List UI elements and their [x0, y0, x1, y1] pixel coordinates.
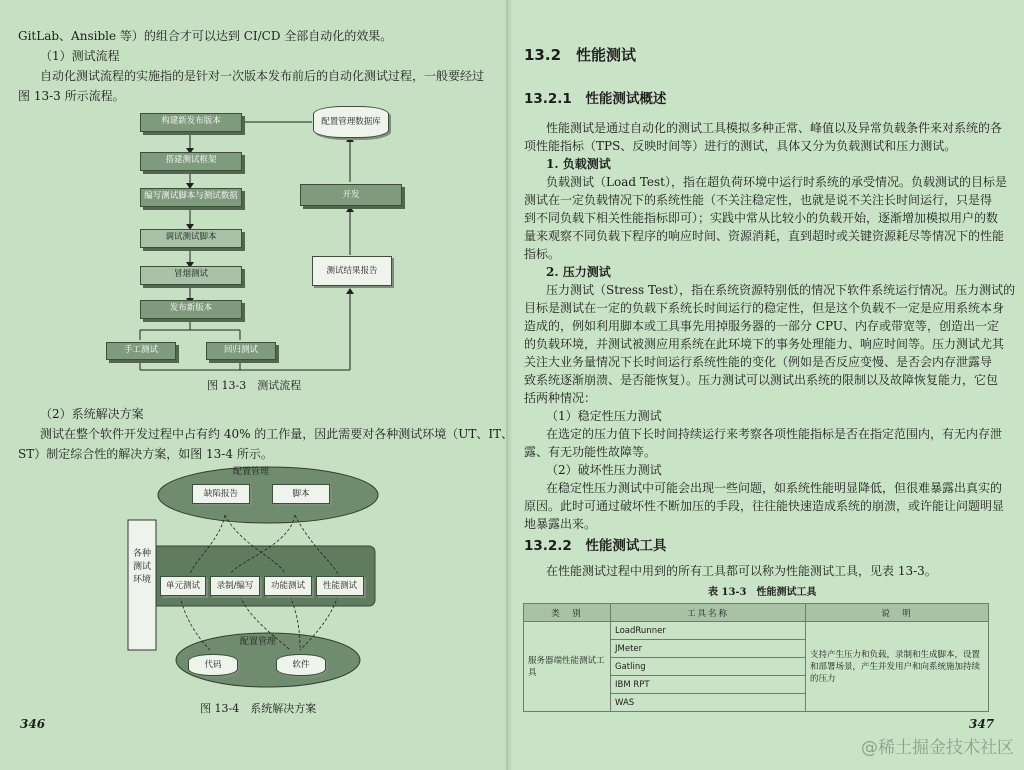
intro-line-2: 项性能指标（TPS、反映时间等）进行的测试，具体又分为负载测试和压力测试。: [524, 139, 957, 153]
section-title: 13.2 性能测试: [524, 46, 637, 64]
stress-line-4: 的负载环境，并测试被测应用系统在此环境下的事务处理能力、响应时间等。压力测试尤其: [524, 337, 1005, 351]
header-description: 说 明: [806, 604, 989, 622]
stable-line-1: 在选定的压力值下长时间持续运行来考察各项性能指标是否在指定范围内，有无内存泄: [546, 427, 1003, 441]
header-tool-name: 工具名称: [611, 604, 806, 622]
fig2-side-label: 各种测试环境: [133, 549, 152, 585]
fig2-unit-test: 单元测试: [160, 576, 206, 596]
table-row: [524, 622, 989, 640]
fig2-record-write: 录制/编写: [210, 576, 260, 596]
performance-tools-table: [523, 603, 989, 712]
doc-test-report: 测试结果报告: [312, 256, 392, 286]
stress-line-6: 致系统逐渐崩溃、是否能恢复）。压力测试可以测试出系统的限制以及故障恢复能力，它包: [524, 373, 999, 387]
box-manual-test: 手工测试: [106, 342, 176, 360]
box-develop: 开发: [300, 184, 402, 206]
stress-line-5: 关注大业务量情况下长时间运行系统性能的变化（例如是否反应变慢、是否会内存泄露导: [524, 355, 993, 369]
table-header-row: [524, 604, 989, 622]
load-line-3: 到不同负载下相关性能指标即可）；实践中常从比较小的负载开始，逐渐增加模拟用户的数: [524, 211, 999, 225]
fig2-bottom-title: 配置管理: [240, 637, 277, 647]
fig2-code-db: 代码: [188, 654, 238, 676]
left-line-4: 图 13-3 所示流程。: [18, 89, 125, 103]
cell-tool-jmeter: JMeter: [611, 640, 806, 658]
stress-line-3: 造成的，例如利用脚本或工具事先用掉服务器的一部分 CPU、内存或带宽等，创造出一定: [524, 319, 999, 333]
left-page-number: 346: [20, 717, 46, 731]
stable-line-2: 露、有无功能性故障等。: [524, 445, 657, 459]
db-config-management: 配置管理数据库: [313, 106, 389, 138]
cell-tool-ibm-rpt: IBM RPT: [611, 676, 806, 694]
fig2-performance-test: 性能测试: [316, 576, 364, 596]
section-2-heading: （2）系统解决方案: [40, 407, 144, 421]
cell-tool-was: WAS: [611, 694, 806, 712]
fig-13-4-caption: 图 13-4 系统解决方案: [200, 702, 317, 715]
box-build-release: 构建新发布版本: [140, 113, 242, 132]
destructive-heading: （2）破坏性压力测试: [546, 463, 662, 477]
destructive-line-2: 原因。此时可通过破坏性不断加压的手段，往往能快速造成系统的崩溃，或许能让问题明显: [524, 499, 1005, 513]
fig2-software-db: 软件: [276, 654, 326, 676]
left-line-3: 自动化测试流程的实施指的是针对一次版本发布前后的自动化测试过程，一般要经过: [40, 69, 485, 83]
destructive-line-3: 地暴露出来。: [524, 517, 597, 531]
stress-line-2: 目标是测试在一定的负载下系统长时间运行的稳定性，但是这个负载不一定是应用系统本身: [524, 301, 1005, 315]
box-smoke-test: 冒烟测试: [140, 266, 242, 285]
box-setup-framework: 搭建测试框架: [140, 152, 242, 171]
right-page-number: 347: [969, 717, 995, 731]
stable-heading: （1）稳定性压力测试: [546, 409, 662, 423]
para-2-line-2: ST）制定综合性的解决方案，如图 13-4 所示。: [18, 447, 273, 461]
stress-line-7: 括两种情况：: [524, 391, 597, 405]
watermark: @稀土掘金技术社区: [861, 738, 1014, 758]
tools-subsection-title: 13.2.2 性能测试工具: [524, 538, 667, 554]
fig2-top-title: 配置管理: [233, 467, 270, 477]
load-line-1: 负载测试（Load Test），指在超负荷环境中运行时系统的承受情况。负载测试的目标是: [546, 175, 1008, 189]
cell-tool-gatling: Gatling: [611, 658, 806, 676]
left-line-2: （1）测试流程: [40, 49, 120, 63]
tools-intro: 在性能测试过程中用到的所有工具都可以称为性能测试工具，见表 13-3。: [546, 564, 937, 578]
load-line-4: 量来观察不同负载下程序的响应时间、资源消耗，直到超时或关键资源耗尽等情况下的性能: [524, 229, 1005, 243]
fig2-defect-report: 缺陷报告: [192, 484, 250, 504]
box-regression-test: 回归测试: [206, 342, 276, 360]
box-release-new: 发布新版本: [140, 300, 242, 319]
box-debug-scripts: 调试测试脚本: [140, 229, 242, 248]
table-caption: 表 13-3 性能测试工具: [708, 587, 817, 598]
stress-test-heading: 2. 压力测试: [546, 265, 611, 279]
cell-tool-loadrunner: LoadRunner: [611, 622, 806, 640]
fig2-scripts: 脚本: [272, 484, 330, 504]
header-category: 类 别: [524, 604, 611, 622]
para-2-line-1: 测试在整个软件开发过程中占有约 40% 的工作量，因此需要对各种测试环境（UT、IT、: [40, 427, 514, 441]
box-write-scripts: 编写测试脚本与测试数据: [140, 188, 242, 207]
stress-line-1: 压力测试（Stress Test），指在系统资源特别低的情况下软件系统运行情况。压力测试的: [546, 283, 1016, 297]
cell-description: 支持产生压力和负载，录制和生成脚本，设置和部署场景，产生并发用户和向系统施加持续的压力: [806, 622, 989, 712]
left-line-1: GitLab、Ansible 等）的组合才可以达到 CI/CD 全部自动化的效果。: [18, 29, 393, 43]
cell-category: 服务器端性能测试工具: [524, 622, 611, 712]
destructive-line-1: 在稳定性压力测试中可能会出现一些问题，如系统性能明显降低，但很难暴露出真实的: [546, 481, 1003, 495]
solution-diagram: [0, 0, 508, 720]
load-test-heading: 1. 负载测试: [546, 157, 611, 171]
intro-line-1: 性能测试是通过自动化的测试工具模拟多种正常、峰值以及异常负载条件来对系统的各: [546, 121, 1003, 135]
fig2-function-test: 功能测试: [264, 576, 312, 596]
load-line-5: 指标。: [524, 247, 561, 261]
fig-13-3-caption: 图 13-3 测试流程: [207, 379, 302, 392]
load-line-2: 测试在一定负载情况下的系统性能（不关注稳定性，也就是说不关注长时间运行，只是得: [524, 193, 993, 207]
subsection-title: 13.2.1 性能测试概述: [524, 91, 667, 107]
